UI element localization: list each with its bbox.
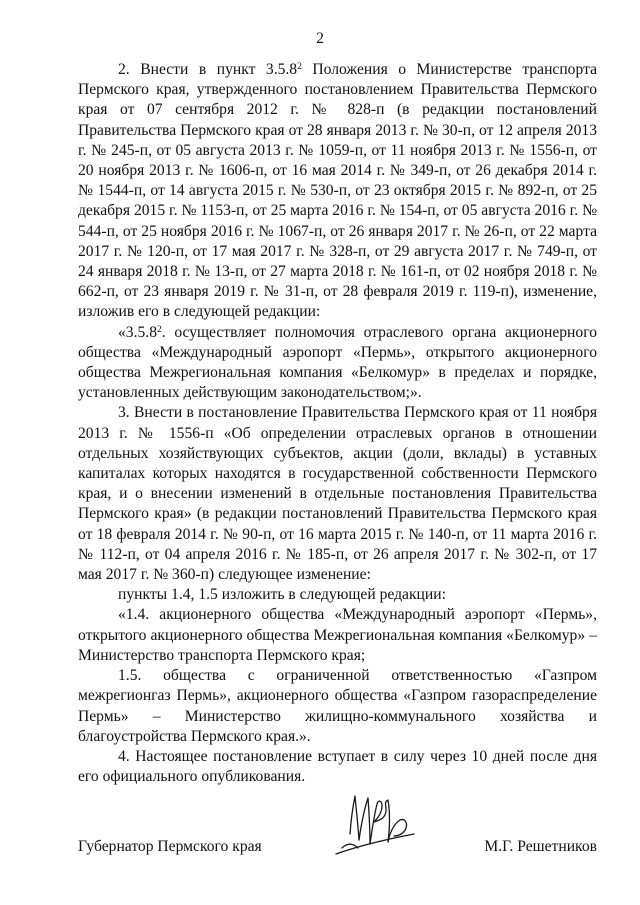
item-2-superscript: 2 [297,61,302,72]
signer-name: М.Г. Решетников [484,838,597,855]
item-3-intro-paragraph: пункты 1.4, 1.5 изложить в следующей редакции: [118,586,446,604]
item-3-point-1-4: «1.4. акционерного общества «Международный аэропорт «Пермь», открытого акционерного общества Межрегиональная компания «Белкомур» – Министерство транспорта Пермского края; [78,606,597,664]
item-2-text-rest: Положения о Министерстве транспорта Пермского края, утвержденного постановлением Правительства Пермского края от 07 сентября 2012 г. № 828-п (в редакции постановлений Правительства Пермского края от 28 января 2013 г. № 30-п, от 12 апреля 2013 г. № 245-п, от 05 августа 2013 г. № 1059-п, от 11 ноября 2013 г. № 1556-п, от 20 ноября 2013 г. № 1606-п, от 16 мая 2014 г. № 349-п, от 26 декабря 2014 г. № 1544-п, от 14 августа 2015 г. № 530-п, от 23 октября 2015 г. № 892-п, от 25 декабря 2015 г. № 1153-п, от 25 марта 2016 г. № 154-п, от 05 августа 2016 г. № 544-п, от 25 ноября 2016 г. № 1067-п, от 26 января 2017 г. № 26-п, от 22 марта 2017 г. № 120-п, от 17 мая 2017 г. № 328-п, от 29 августа 2017 г. № 749-п, от 24 января 2018 г. № 13-п, от 27 марта 2018 г. № 161-п, от 02 ноября 2018 г. № 662-п, от 23 января 2019 г. № 31-п, от 28 февраля 2019 г. 119-п), изменение, изложив его в следующей редакции: [78,61,597,321]
signer-title: Губернатор Пермского края [78,838,262,855]
item-2-quote-rest: . осуществляет полномочия отраслевого органа акционерного общества «Международный аэропорт «Пермь», открытого акционерного общества Межрегиональная компания «Белкомур» в пределах и порядке, установленных действующим законодательством;». [78,323,597,402]
item-2-text-start: 2. Внести в пункт 3.5.8 [118,61,298,78]
item-2-quote-superscript: 2 [156,324,162,335]
item-2-paragraph [78,60,597,323]
page-number: 2 [316,30,324,47]
item-2-quote-start: «3.5.8 [118,323,157,341]
document-body [78,60,597,787]
item-2-quote-paragraph [78,323,597,404]
signature-block [78,838,597,860]
item-3-point-1-5: 1.5. общества с ограниченной ответственностью «Газпром межрегионгаз Пермь», акционерного общества «Газпром газораспределение Пермь» – Министерство жилищно-коммунального хозяйства и благоустройства Пермского края.». [78,667,597,745]
item-3-paragraph: 3. Внести в постановление Правительства Пермского края от 11 ноября 2013 г. № 1556-п «Об определении отраслевых органов в отношении отдельных хозяйствующих субъектов, акции (доли, вклады) в уставных капиталах которых находятся в государственной собственности Пермского края, и о внесении изменений в отдельные постановления Правительства Пермского края» (в редакции постановлений Правительства Пермского края от 18 февраля 2014 г. № 90-п, от 16 марта 2015 г. № 140-п, от 11 марта 2016 г. № 112-п, от 04 апреля 2016 г. № 185-п, от 26 апреля 2017 г. № 302-п, от 17 мая 2017 г. № 360-п) следующее изменение: [78,404,597,584]
item-4-paragraph: 4. Настоящее постановление вступает в силу через 10 дней после дня его официального опубликования. [78,747,597,786]
